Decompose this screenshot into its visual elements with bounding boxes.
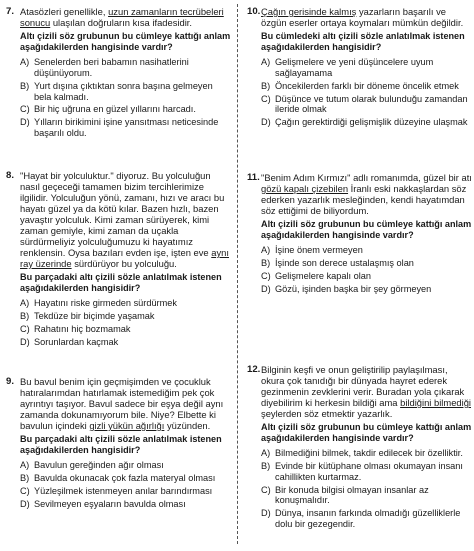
answer-options: [261, 245, 473, 294]
stem-text: şeylerden söz etmektir yazarlık.: [261, 408, 393, 419]
option-text: Rahatını hiç bozmamak: [34, 323, 131, 334]
option-label: D): [20, 117, 30, 128]
answer-option[interactable]: [261, 94, 473, 116]
option-text: Yüzleşilmek istenmeyen anılar barındırması: [34, 485, 213, 496]
answer-option[interactable]: [20, 337, 232, 348]
question-stem: [20, 376, 232, 431]
answer-option[interactable]: [261, 57, 473, 79]
answer-options: [20, 57, 232, 139]
option-label: B): [20, 80, 30, 91]
answer-option[interactable]: [261, 448, 473, 459]
option-label: D): [20, 336, 30, 347]
question-11: [247, 172, 473, 296]
question-prompt: Bu cümledeki altı çizili sözle anlatılmak istenen aşağıdakilerden hangisidir?: [261, 31, 465, 52]
stem-text: yüzünden.: [164, 420, 211, 431]
option-label: C): [261, 484, 271, 495]
answer-option[interactable]: [20, 486, 232, 497]
question-12: [247, 364, 473, 532]
answer-option[interactable]: [20, 57, 232, 79]
question-stem: [261, 6, 473, 28]
answer-option[interactable]: [20, 473, 232, 484]
stem-text: "Hayat bir yolculuktur." diyoruz. Bu yolculuğun nasıl geçeceği tamamen bizim tercihlerimize ilgilidir. Yolculuğun yönü, zamanı, hızı ve aracı bu hayatı güzel ya da kötü kılar. Bazen hızlı, bazen yavaştır yolculuk. Kimi zaman sürüyerek, kimi zaman gemiyle, kimi zaman da uçakla sürdürmeliyiz yolculuğumuzu ki hayatımız renklensin. Oysa bazıları evden işe, işten eve: [20, 170, 225, 258]
option-label: B): [20, 472, 30, 483]
answer-option[interactable]: [261, 461, 473, 483]
option-label: A): [20, 57, 30, 68]
answer-option[interactable]: [20, 81, 232, 103]
answer-option[interactable]: [261, 508, 473, 530]
question-prompt: Bu parçadaki altı çizili sözle anlatılmak istenen aşağıdakilerden hangisidir?: [20, 272, 222, 293]
underlined-phrase: gözü kapalı çizebilen: [261, 183, 349, 194]
option-text: Tekdüze bir biçimde yaşamak: [34, 310, 155, 321]
answer-option[interactable]: [20, 460, 232, 471]
option-text: Bir hiç uğruna en güzel yıllarını harcadı.: [34, 104, 196, 115]
stem-text: İranlı eski nakkaşlardan söz ederken yazarlık mesleğinden, kendi hayatımdan söz ettiğimi de biliyordum.: [261, 183, 467, 216]
option-label: C): [20, 323, 30, 334]
answer-option[interactable]: [261, 117, 473, 128]
answer-option[interactable]: [20, 311, 232, 322]
answer-options: [20, 460, 232, 509]
answer-option[interactable]: [20, 104, 232, 115]
question-stem: [261, 172, 473, 216]
option-label: D): [261, 508, 271, 519]
option-text: Sorunlardan kaçmak: [34, 336, 119, 347]
option-text: Dünya, insanın farkında olmadığı güzelliklerle dolu bir gezegendir.: [275, 508, 461, 529]
answer-option[interactable]: [261, 245, 473, 256]
stem-text: Atasözleri genellikle,: [20, 6, 109, 17]
option-text: Bavulun gereğinden ağır olması: [34, 460, 164, 471]
option-text: Bir konuda bilgisi olmayan insanlar az konuşmalıdır.: [275, 484, 429, 506]
stem-text: Bilginin keşfi ve onun geliştirilip paylaşılması, okura çok tanıdığı bir dünyada hayret ederek gezinmenin zevklerini verir. Buradan yola çıkarak diyebilirim ki herkesin bildiği ama: [261, 364, 465, 408]
question-number: 12.: [247, 364, 261, 375]
option-label: A): [261, 448, 271, 459]
option-label: D): [20, 498, 30, 509]
answer-options: [261, 57, 473, 128]
underlined-phrase: Çağın gerisinde kalmış: [261, 6, 357, 17]
stem-text: Bu bavul benim için geçmişimden ve çocukluk hatıralarımdan hatırlamak istemediğim pek çok ayrıntıyı taşıyor. Bavul sadece bir eşya değil aynı zamanda dokunamıyorum bile. Niye? Elbette ki bavulun içindeki: [20, 376, 224, 431]
underlined-phrase: aynı ray üzerinde: [20, 247, 229, 269]
option-text: Gözü, işinden başka bir şey görmeyen: [275, 283, 432, 294]
answer-option[interactable]: [261, 81, 473, 92]
option-label: C): [261, 270, 271, 281]
option-text: Çağın gerektirdiği gelişmişlik düzeyine ulaşmak: [275, 117, 468, 128]
option-text: Senelerden beri babamın nasihatlerini düşünüyorum.: [34, 57, 189, 78]
option-label: A): [261, 245, 271, 256]
option-text: Düşünce ve tutum olarak bulunduğu zamandan ileride olmak: [275, 93, 468, 115]
option-text: Yurt dışına çıktıktan sonra başına gelmeyen bela kalmadı.: [34, 80, 213, 102]
option-label: B): [261, 257, 271, 268]
option-label: A): [20, 460, 30, 471]
option-text: Evinde bir kütüphane olması okumayan insanı cahillikten kurtarmaz.: [275, 460, 463, 482]
option-label: C): [261, 93, 271, 104]
option-text: İşine önem vermeyen: [275, 245, 363, 256]
question-9: [6, 376, 232, 511]
answer-option[interactable]: [20, 324, 232, 335]
question-prompt: Bu parçadaki altı çizili sözle anlatılmak istenen aşağıdakilerden hangisidir?: [20, 434, 222, 455]
option-label: B): [261, 80, 271, 91]
option-label: B): [20, 310, 30, 321]
option-text: Gelişmelere kapalı olan: [275, 270, 372, 281]
question-7: [6, 6, 232, 141]
question-10: [247, 6, 473, 130]
underlined-phrase: uzun zamanların tecrübeleri sonucu: [20, 6, 224, 28]
stem-text: "Benim Adım Kırmızı" adlı romanımda, güzel bir atı: [261, 172, 472, 183]
question-number: 11.: [247, 172, 260, 183]
option-text: Yılların birikimini işine yansıtması neticesinde başarılı oldu.: [34, 117, 219, 138]
option-label: C): [20, 485, 30, 496]
option-label: A): [261, 57, 271, 68]
question-8: [6, 170, 232, 349]
question-number: 7.: [6, 6, 15, 17]
underlined-phrase: bildiğini bilmediği: [400, 397, 471, 408]
option-text: Bavulda okunacak çok fazla materyal olması: [34, 472, 216, 483]
option-text: Sevilmeyen eşyaların bavulda olması: [34, 498, 186, 509]
option-label: B): [261, 460, 271, 471]
answer-option[interactable]: [261, 284, 473, 295]
option-text: Gelişmelere ve yeni düşüncelere uyum sağlayamama: [275, 57, 434, 78]
option-text: Bilmediğini bilmek, takdir edilecek bir özelliktir.: [275, 448, 463, 459]
question-stem: [261, 364, 473, 419]
column-divider: [237, 4, 238, 544]
option-label: D): [261, 283, 271, 294]
option-label: C): [20, 104, 30, 115]
option-text: Hayatını riske girmeden sürdürmek: [34, 298, 177, 309]
answer-options: [20, 298, 232, 347]
stem-text: yazarların başarılı ve özgün eserler ortaya koymaları mümkün değildir.: [261, 6, 464, 28]
option-label: D): [261, 117, 271, 128]
option-text: Öncekilerden farklı bir döneme öncelik etmek: [275, 80, 459, 91]
answer-option[interactable]: [261, 258, 473, 269]
answer-option[interactable]: [20, 117, 232, 139]
answer-option[interactable]: [261, 485, 473, 507]
question-stem: [20, 6, 232, 28]
question-prompt: Altı çizili söz grubunun bu cümleye kattığı anlam aşağıdakilerden hangisinde vardır?: [261, 422, 472, 443]
question-number: 8.: [6, 170, 15, 181]
option-text: İşinde son derece ustalaşmış olan: [275, 257, 414, 268]
option-label: A): [20, 298, 30, 309]
answer-option[interactable]: [261, 271, 473, 282]
question-number: 9.: [6, 376, 15, 387]
underlined-phrase: gizli yükün ağırlığı: [89, 420, 165, 431]
answer-option[interactable]: [20, 298, 232, 309]
stem-text: ulaşılan doğruların kısa ifadesidir.: [50, 17, 192, 28]
question-stem: [20, 170, 232, 269]
question-prompt: Altı çizili söz grubunun bu cümleye kattığı anlam aşağıdakilerden hangisinde vardır?: [20, 31, 231, 52]
stem-text: sürdürüyor bu yolculuğu.: [71, 258, 177, 269]
question-number: 10.: [247, 6, 261, 17]
question-prompt: Altı çizili söz grubunun bu cümleye kattığı anlam aşağıdakilerden hangisinde vardır?: [261, 219, 472, 240]
answer-options: [261, 448, 473, 530]
answer-option[interactable]: [20, 499, 232, 510]
